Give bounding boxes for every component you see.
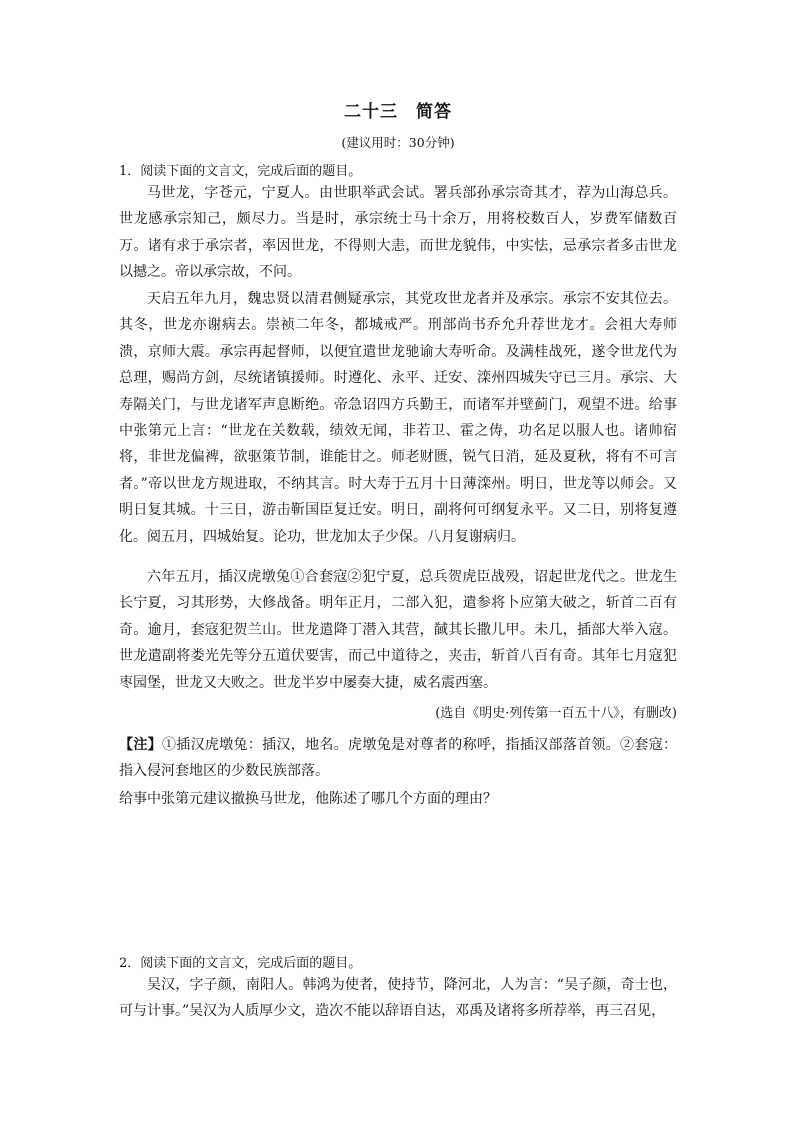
source-citation: (选自《明史·列传第一百五十八》，有删改) [435,706,677,721]
q1-paragraph-2: 天启五年九月，魏忠贤以清君侧疑承宗，其党攻世龙者并及承宗。承宗不安其位去。其冬，世龙亦谢病去。崇祯二年冬，都城戒严。刑部尚书乔允升荐世龙才。会祖大寿师溃，京师大震。承宗再起督师，以便宜遣世龙驰谕大寿听命。及满桂战死，遂令世龙代为总理，赐尚方剑，尽统诸镇援师。时遵化、永平、迁安、滦州四城失守已三月。承宗、大寿隔关门，与世龙诸军声息断绝。帝急诏四方兵勤王，而诸军并壁蓟门，观望不进。给事中张第元上言：“世龙在关数载，绩效无闻，非若卫、霍之俦，功名足以服人也。诸帅宿将，非世龙偏裨，欲驱策节制，谁能甘之。师老财匮，锐气日消，延及夏秋，将有不可言者。”帝以世龙方规进取，不纳其言。时大寿于五月十日薄滦州。明日，世龙等以师会。又明日复其城。十三日，游击靳国臣复迁安。明日，副将何可纲复永平。又二日，别将复遵化。阅五月，四城始复。论功，世龙加太子少保。八月复谢病归。 [119,291,677,545]
question-1-prompt: 给事中张第元建议撤换马世龙，他陈述了哪几个方面的理由？ [119,791,497,807]
q1-paragraph-3: 六年五月，插汉虎墩兔①合套寇②犯宁夏，总兵贺虎臣战殁，诏起世龙代之。世龙生长宁夏，习其形势，大修战备。明年正月，二部入犯，遣参将卜应第大破之，斩首二百有奇。逾月，套寇犯贺兰山。世龙遣降丁潜入其营，馘其长撒儿甲。未几，插部大举入寇。世龙遣副将娄光先等分五道伏要害，而己中道待之，夹击，斩首八百有奇。其年七月寇犯枣园堡，世龙又大败之。世龙半岁中屡奏大捷，威名震西塞。 [119,569,677,691]
note-text: ①插汉虎墩兔：插汉，地名。虎墩兔是对尊者的称呼，指插汉部落首领。②套寇：指入侵河套地区的少数民族部落。 [119,737,678,780]
note-label: 【注】 [119,737,162,753]
q2-paragraph-1: 吴汉，字子颜，南阳人。韩鸿为使者，使持节，降河北，人为言：“吴子颜，奇士也，可与计事。”吴汉为人质厚少文，造次不能以辞语自达，邓禹及诸将多所荐举，再三召见， [119,977,677,1020]
page-title: 二十三 简答 [344,102,452,122]
q1-paragraph-1: 马世龙，字苍元，宁夏人。由世职举武会试。署兵部孙承宗奇其才，荐为山海总兵。世龙感承宗知己，颇尽力。当是时，承宗统士马十余万，用将校数百人，岁费军储数百万。诸有求于承宗者，率因世龙，不得则大恚，而世龙貌伟，中实怯，忌承宗者多击世龙以撼之。帝以承宗故，不问。 [119,185,677,281]
question-1-instruction: 1．阅读下面的文言文，完成后面的题目。 [119,164,362,179]
suggested-time: (建议用时：30分钟) [341,135,455,150]
question-2-instruction: 2．阅读下面的文言文，完成后面的题目。 [119,956,362,971]
annotation-note [119,732,677,785]
